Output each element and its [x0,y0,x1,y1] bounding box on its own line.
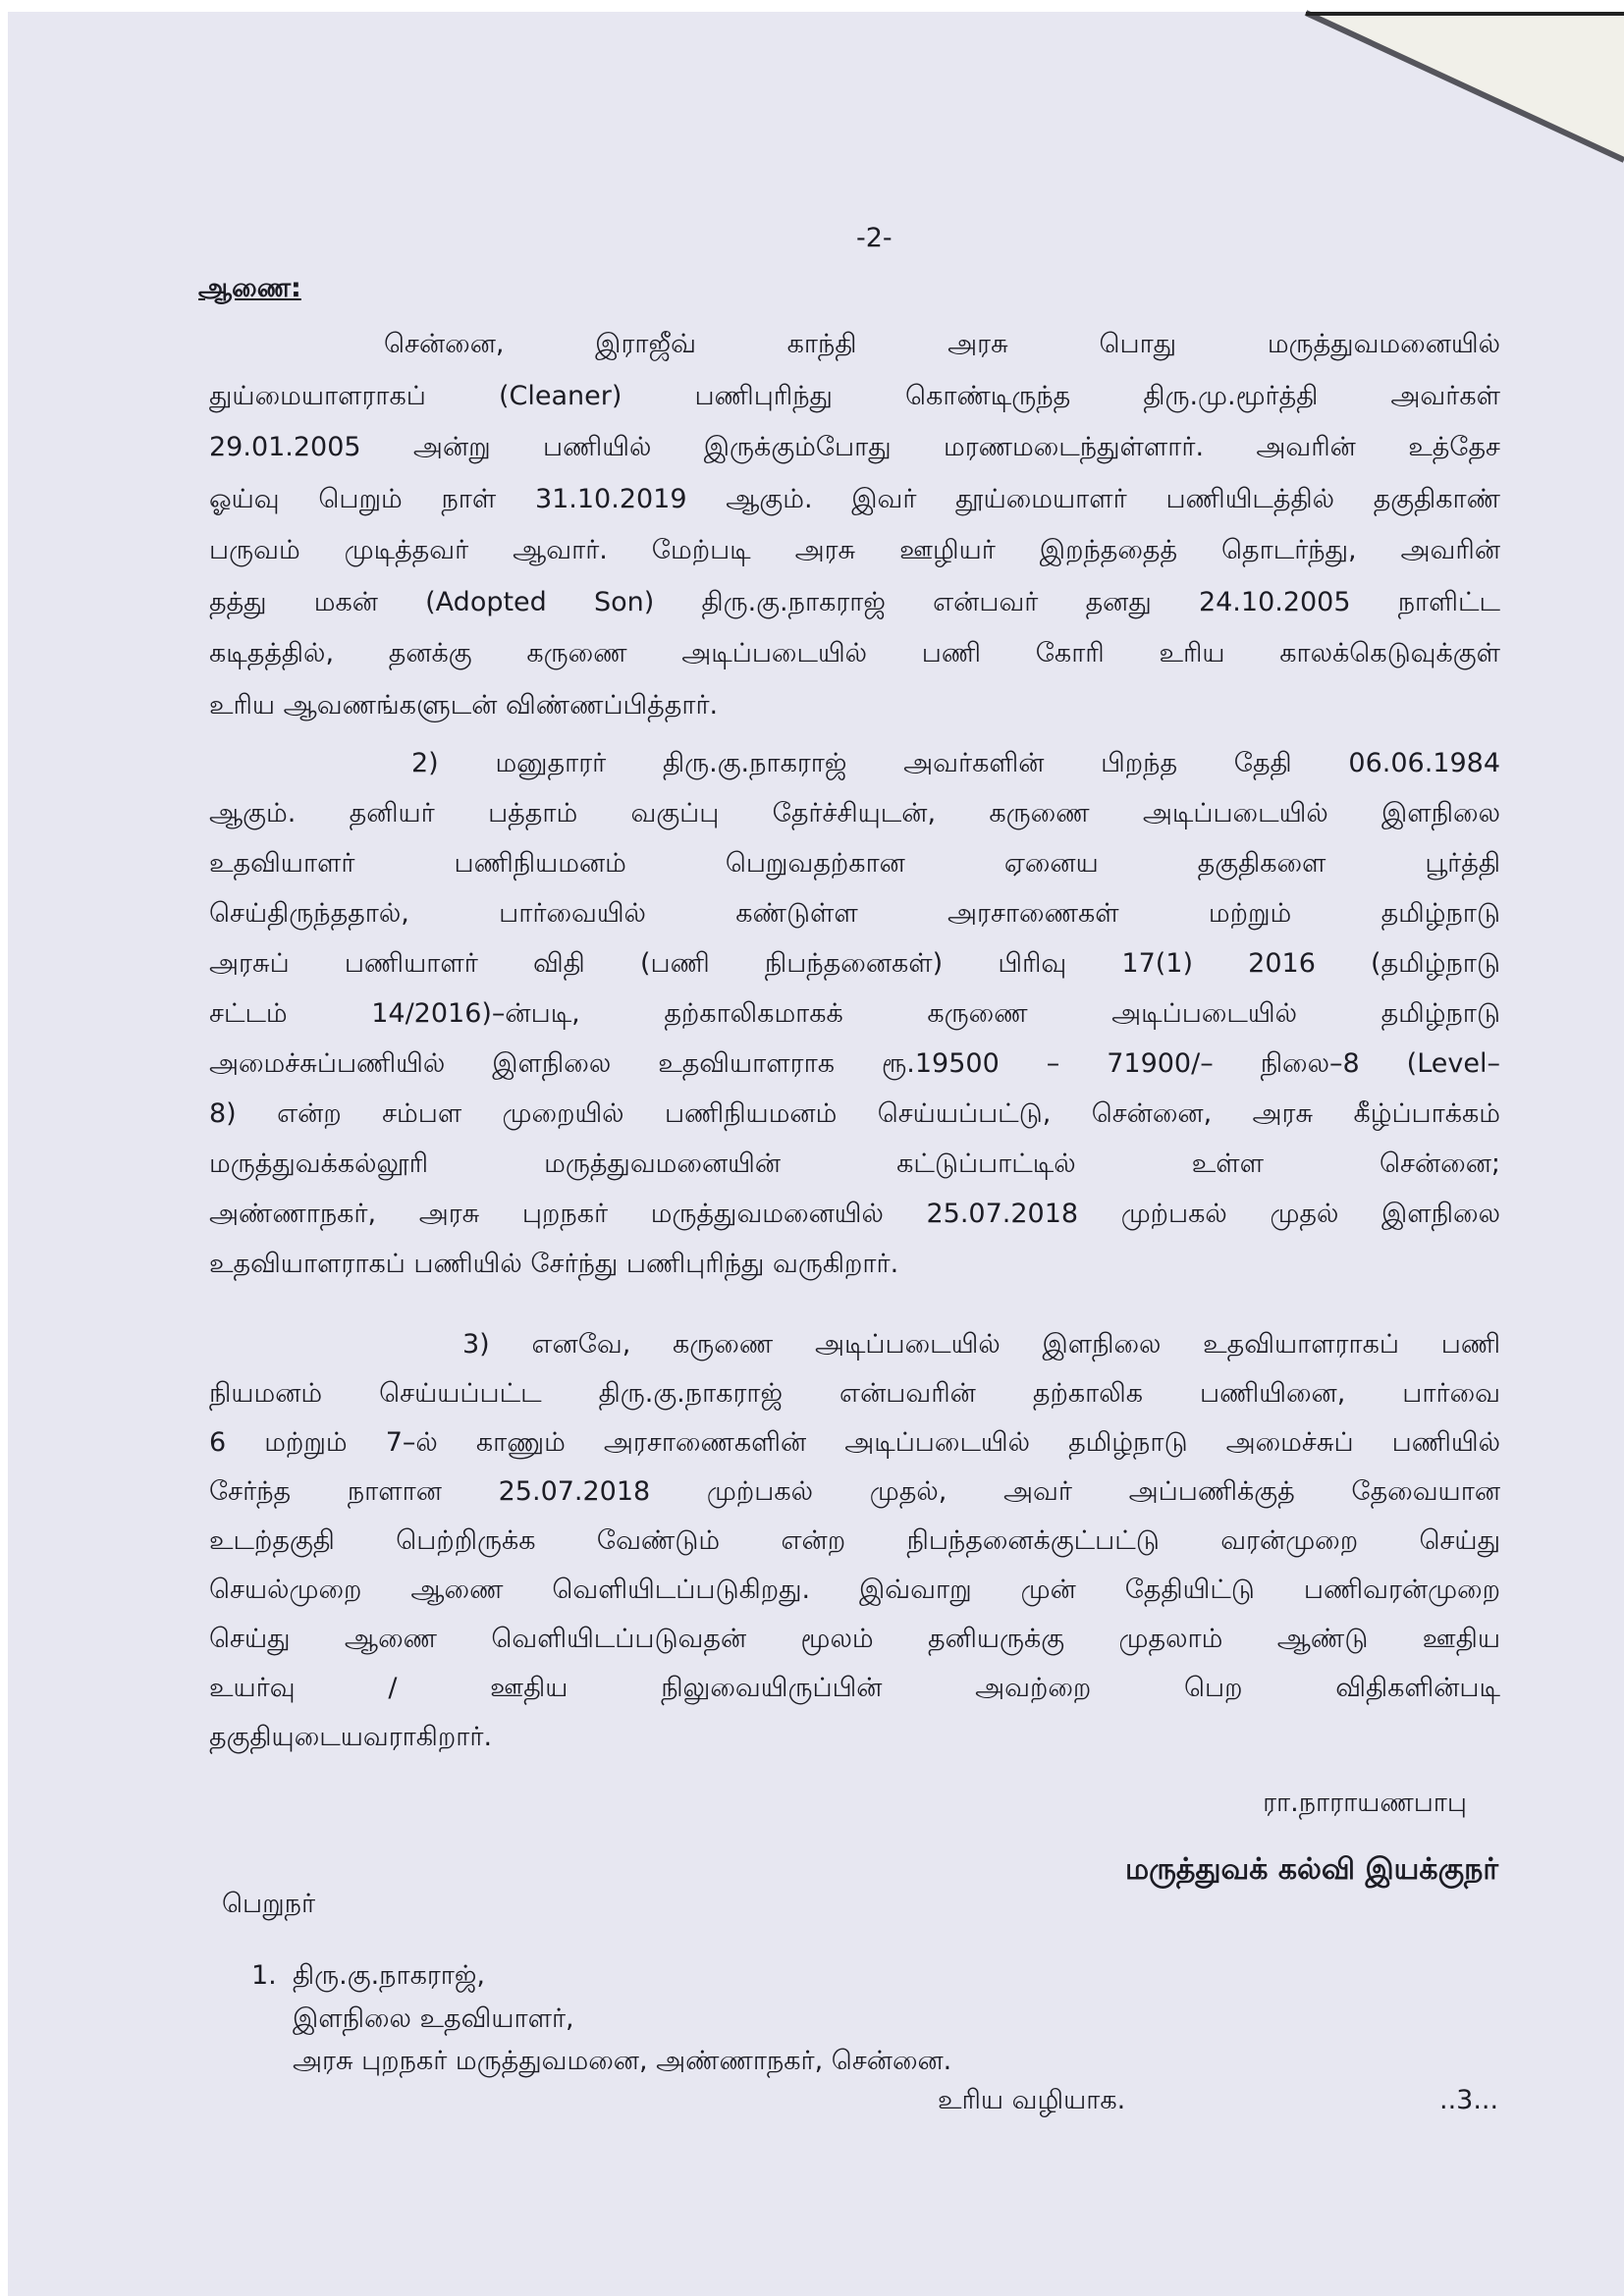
recipient-line: திரு.கு.நாகராஜ், [293,1960,486,1991]
folded-corner [0,0,1624,196]
signatory-name: ரா.நாராயணபாபு [1263,1788,1467,1818]
paragraph-line: உடற்தகுதி பெற்றிருக்க வேண்டும் என்ற நிபந்தனைக்குட்பட்டு வரன்முறை செய்து [209,1525,1500,1556]
paragraph-line: உயர்வு / ஊதிய நிலுவையிருப்பின் அவற்றை பெற விதிகளின்படி [209,1673,1500,1703]
paragraph-line: செயல்முறை ஆணை வெளியிடப்படுகிறது. இவ்வாறு முன் தேதியிட்டு பணிவரன்முறை [209,1575,1500,1605]
paragraph-line: அரசுப் பணியாளர் விதி (பணி நிபந்தனைகள்) பிரிவு 17(1) 2016 (தமிழ்நாடு [209,948,1500,979]
paragraph-line: ஓய்வு பெறும் நாள் 31.10.2019 ஆகும். இவர் தூய்மையாளர் பணியிடத்தில் தகுதிகாண் [209,483,1500,514]
paragraph-line: 8) என்ற சம்பள முறையில் பணிநியமனம் செய்யப்பட்டு, சென்னை, அரசு கீழ்ப்பாக்கம் [209,1098,1500,1129]
paragraph-line: செய்திருந்ததால், பார்வையில் கண்டுள்ள அரசாணைகள் மற்றும் தமிழ்நாடு [209,898,1500,929]
signatory-designation: மருத்துவக் கல்வி இயக்குநர் [1124,1852,1498,1887]
paragraph-line: செய்து ஆணை வெளியிடப்படுவதன் மூலம் தனியருக்கு முதலாம் ஆண்டு ஊதிய [209,1624,1500,1654]
paragraph-line: சேர்ந்த நாளான 25.07.2018 முற்பகல் முதல், அவர் அப்பணிக்குத் தேவையான [209,1476,1500,1507]
paragraph-line: தகுதியுடையவராகிறார். [209,1722,493,1752]
page-number: -2- [856,223,893,253]
paragraph-line: ஆகும். தனியர் பத்தாம் வகுப்பு தேர்ச்சியுடன், கருணை அடிப்படையில் இளநிலை [209,798,1500,828]
paragraph-line: பருவம் முடித்தவர் ஆவார். மேற்படி அரசு ஊழியர் இறந்ததைத் தொடர்ந்து, அவரின் [209,535,1500,565]
continuation-marker: ..3... [1439,2085,1499,2115]
order-heading: ஆணை: [198,273,301,303]
paragraph-line: 3) எனவே, கருணை அடிப்படையில் இளநிலை உதவியாளராகப் பணி [462,1329,1500,1360]
paragraph-line: மருத்துவக்கல்லூரி மருத்துவமனையின் கட்டுப்பாட்டில் உள்ள சென்னை; [209,1148,1500,1179]
paragraph-line: உதவியாளராகப் பணியில் சேர்ந்து பணிபுரிந்து வருகிறார். [209,1249,899,1279]
recipients-label: பெறுநர் [222,1889,316,1919]
paragraph-line: சென்னை, இராஜீவ் காந்தி அரசு பொது மருத்துவமனையில் [384,329,1500,359]
paragraph-line: உரிய ஆவணங்களுடன் விண்ணப்பித்தார். [209,689,719,721]
through-proper-channel: உரிய வழியாக. [938,2085,1126,2115]
paragraph-line: நியமனம் செய்யப்பட்ட திரு.கு.நாகராஜ் என்பவரின் தற்காலிக பணியினை, பார்வை [209,1378,1500,1409]
paragraph-line: 29.01.2005 அன்று பணியில் இருக்கும்போது மரணமடைந்துள்ளார். அவரின் உத்தேச [209,432,1500,462]
recipient-line: அரசு புறநகர் மருத்துவமனை, அண்ணாநகர், சென்னை. [293,2046,952,2076]
paragraph-line: கடிதத்தில், தனக்கு கருணை அடிப்படையில் பணி கோரி உரிய காலக்கெடுவுக்குள் [209,638,1500,668]
paragraph-line: தத்து மகன் (Adopted Son) திரு.கு.நாகராஜ் என்பவர் தனது 24.10.2005 நாளிட்ட [209,586,1500,617]
recipient-number: 1. [251,1960,277,1991]
paragraph-line: உதவியாளர் பணிநியமனம் பெறுவதற்கான ஏனைய தகுதிகளை பூர்த்தி [209,848,1500,879]
paragraph-line: அமைச்சுப்பணியில் இளநிலை உதவியாளராக ரூ.19500 – 71900/– நிலை–8 (Level– [209,1048,1500,1079]
paragraph-line: துய்மையாளராகப் (Cleaner) பணிபுரிந்து கொண்டிருந்த திரு.மு.மூர்த்தி அவர்கள் [209,380,1500,411]
paragraph-line: 6 மற்றும் 7–ல் காணும் அரசாணைகளின் அடிப்படையில் தமிழ்நாடு அமைச்சுப் பணியில் [209,1427,1500,1458]
paragraph-line: அண்ணாநகர், அரசு புறநகர் மருத்துவமனையில் 25.07.2018 முற்பகல் முதல் இளநிலை [209,1199,1500,1229]
paragraph-line: 2) மனுதாரர் திரு.கு.நாகராஜ் அவர்களின் பிறந்த தேதி 06.06.1984 [411,748,1500,778]
paragraph-line: சட்டம் 14/2016)–ன்படி, தற்காலிகமாகக் கருணை அடிப்படையில் தமிழ்நாடு [209,998,1500,1029]
recipient-line: இளநிலை உதவியாளர், [293,2003,574,2034]
